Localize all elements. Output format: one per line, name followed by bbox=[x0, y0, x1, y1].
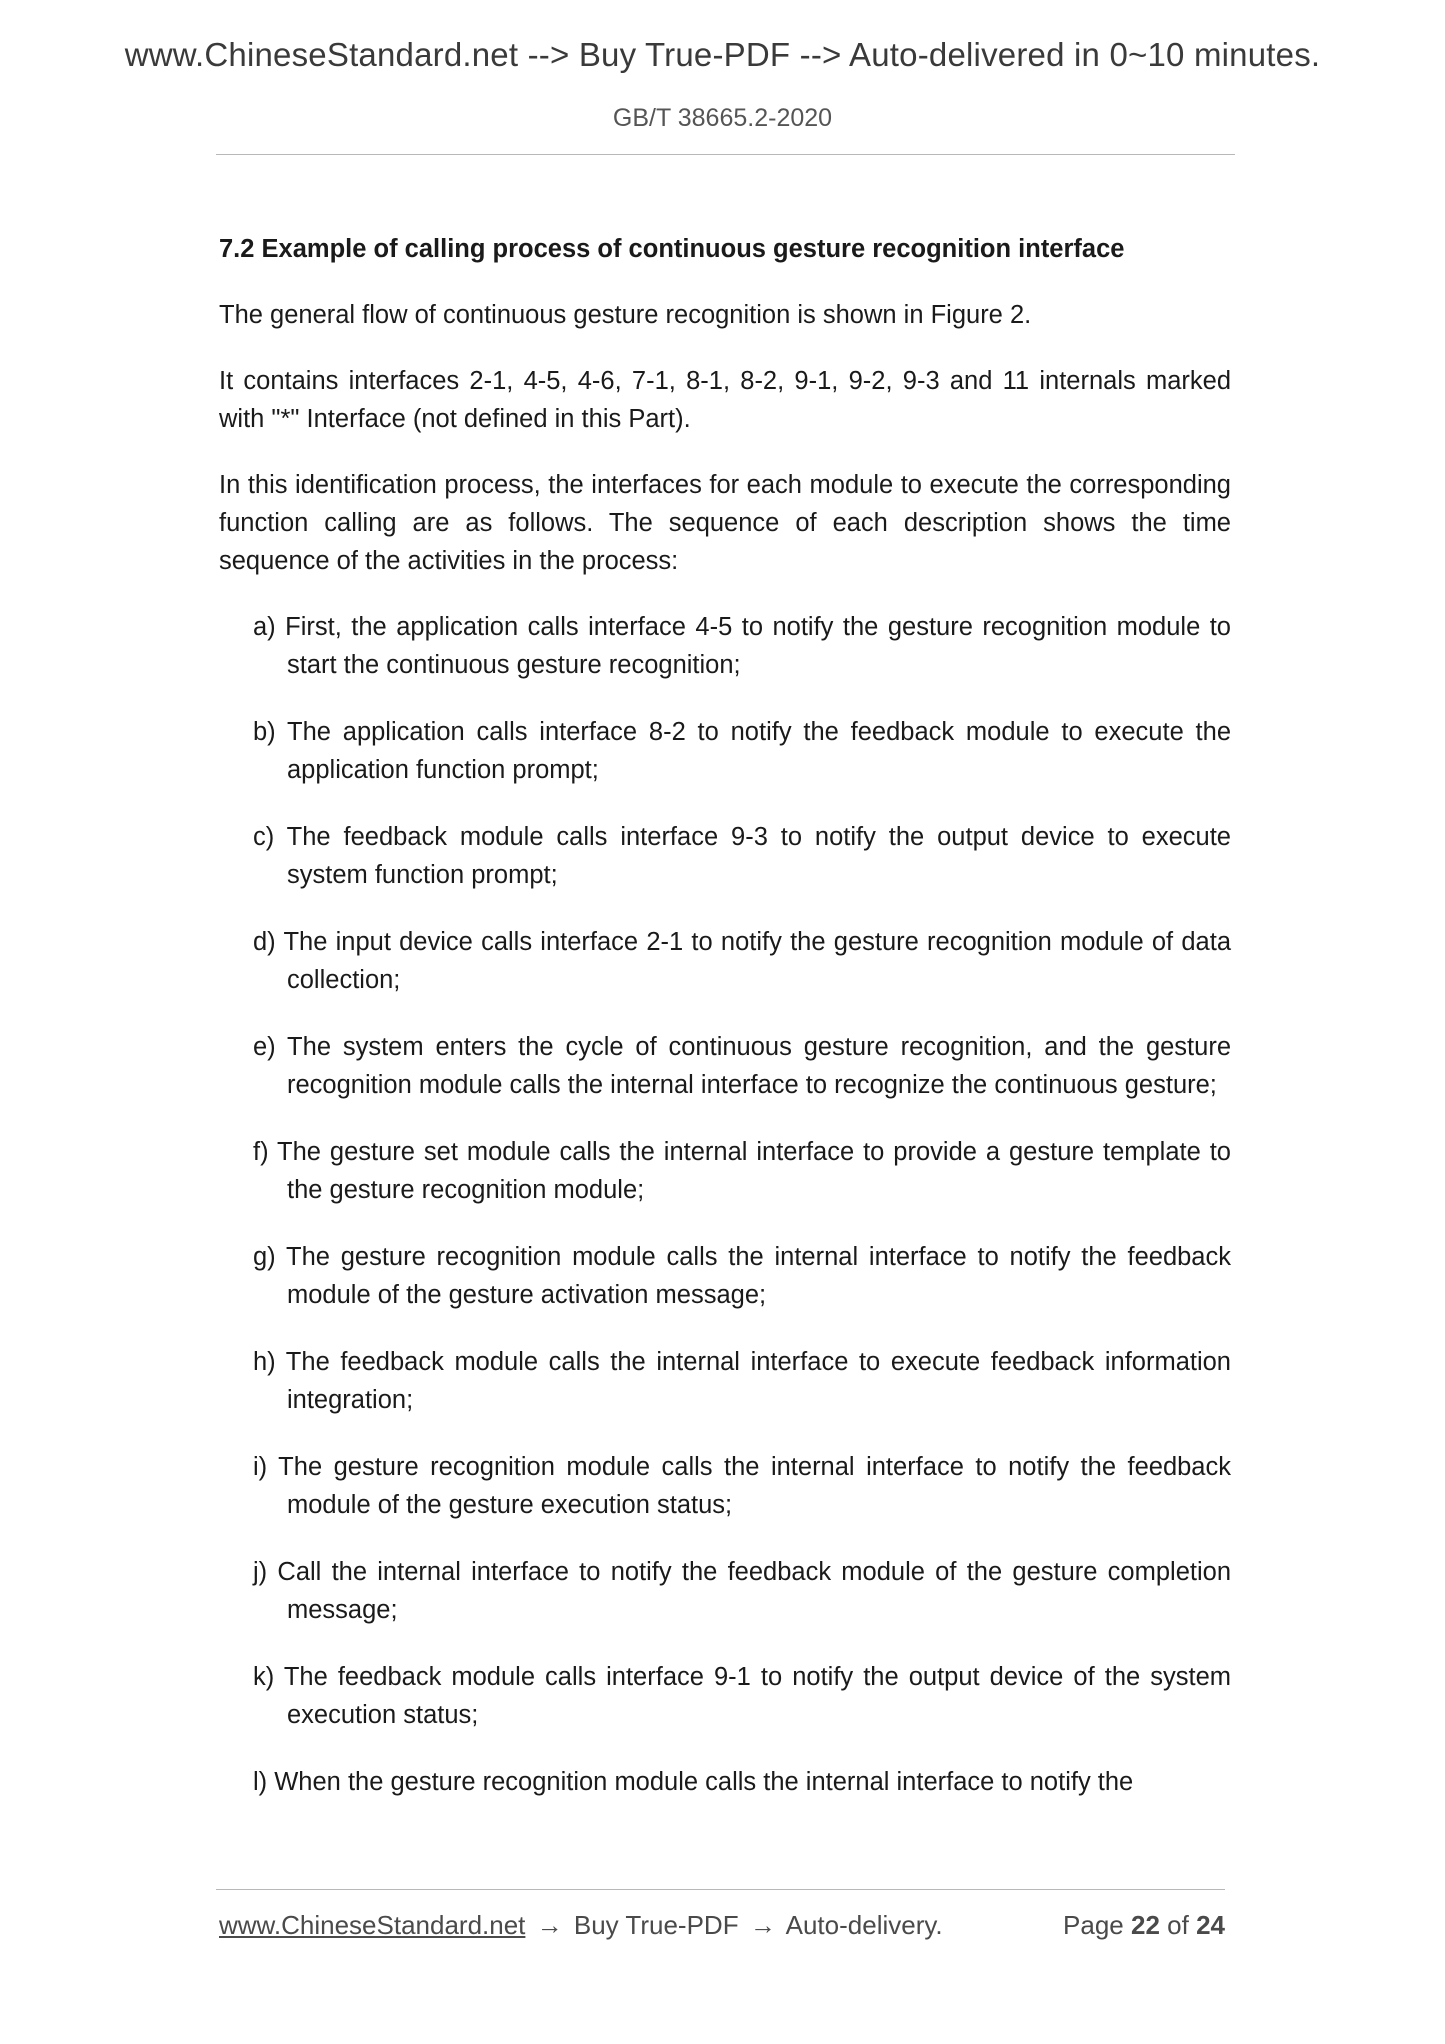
total-pages-number: 24 bbox=[1196, 1910, 1225, 1940]
list-item: a) First, the application calls interface 4-5 to notify the gesture recognition module to start the continuous gesture recognition; bbox=[253, 613, 1231, 679]
header-divider bbox=[216, 154, 1235, 155]
list-item: h) The feedback module calls the internal interface to execute feedback information integration; bbox=[253, 1348, 1231, 1414]
list-item: f) The gesture set module calls the internal interface to provide a gesture template to the gesture recognition module; bbox=[253, 1138, 1231, 1204]
site-banner: www.ChineseStandard.net --> Buy True-PDF --> Auto-delivered in 0~10 minutes. bbox=[124, 36, 1321, 73]
page-indicator bbox=[1063, 1910, 1225, 1941]
document-body bbox=[219, 230, 1231, 1830]
list-item: j) Call the internal interface to notify the feedback module of the gesture completion message; bbox=[253, 1558, 1231, 1624]
list-item: g) The gesture recognition module calls the internal interface to notify the feedback module of the gesture activation message; bbox=[253, 1243, 1231, 1309]
auto-delivery-text: Auto-delivery. bbox=[785, 1910, 943, 1940]
list-item: c) The feedback module calls interface 9-3 to notify the output device to execute system function prompt; bbox=[253, 823, 1231, 889]
page-footer bbox=[219, 1910, 1225, 1941]
paragraph: The general flow of continuous gesture recognition is shown in Figure 2. bbox=[219, 301, 1032, 329]
paragraph: It contains interfaces 2-1, 4-5, 4-6, 7-1, 8-1, 8-2, 9-1, 9-2, 9-3 and 11 internals marked with "*" Interface (not defined in this Part). bbox=[219, 367, 1231, 433]
list-item: k) The feedback module calls interface 9-1 to notify the output device of the system execution status; bbox=[253, 1663, 1231, 1729]
section-title: 7.2 Example of calling process of continuous gesture recognition interface bbox=[219, 235, 1125, 263]
list-item: e) The system enters the cycle of continuous gesture recognition, and the gesture recognition module calls the internal interface to recognize the continuous gesture; bbox=[253, 1033, 1231, 1099]
arrow-right-icon: → bbox=[749, 1910, 776, 1940]
chinese-standard-link[interactable]: www.ChineseStandard.net bbox=[219, 1910, 526, 1940]
list-item: i) The gesture recognition module calls the internal interface to notify the feedback module of the gesture execution status; bbox=[253, 1453, 1231, 1519]
current-page-number: 22 bbox=[1131, 1910, 1160, 1940]
list-item: d) The input device calls interface 2-1 to notify the gesture recognition module of data collection; bbox=[253, 928, 1231, 994]
list-item: l) When the gesture recognition module calls the internal interface to notify the bbox=[253, 1768, 1134, 1796]
page-label: Page bbox=[1063, 1910, 1124, 1940]
standard-number: GB/T 38665.2-2020 bbox=[612, 104, 833, 132]
paragraph: In this identification process, the interfaces for each module to execute the corresponding function calling are as follows. The sequence of each description shows the time sequence of the activities in the process: bbox=[219, 471, 1231, 575]
buy-true-pdf-text: Buy True-PDF bbox=[573, 1910, 739, 1940]
footer-divider bbox=[216, 1889, 1225, 1890]
process-step-list bbox=[253, 608, 1231, 1801]
list-item: b) The application calls interface 8-2 to notify the feedback module to execute the application function prompt; bbox=[253, 718, 1231, 784]
page-of-label: of bbox=[1167, 1910, 1189, 1940]
arrow-right-icon: → bbox=[536, 1910, 563, 1940]
